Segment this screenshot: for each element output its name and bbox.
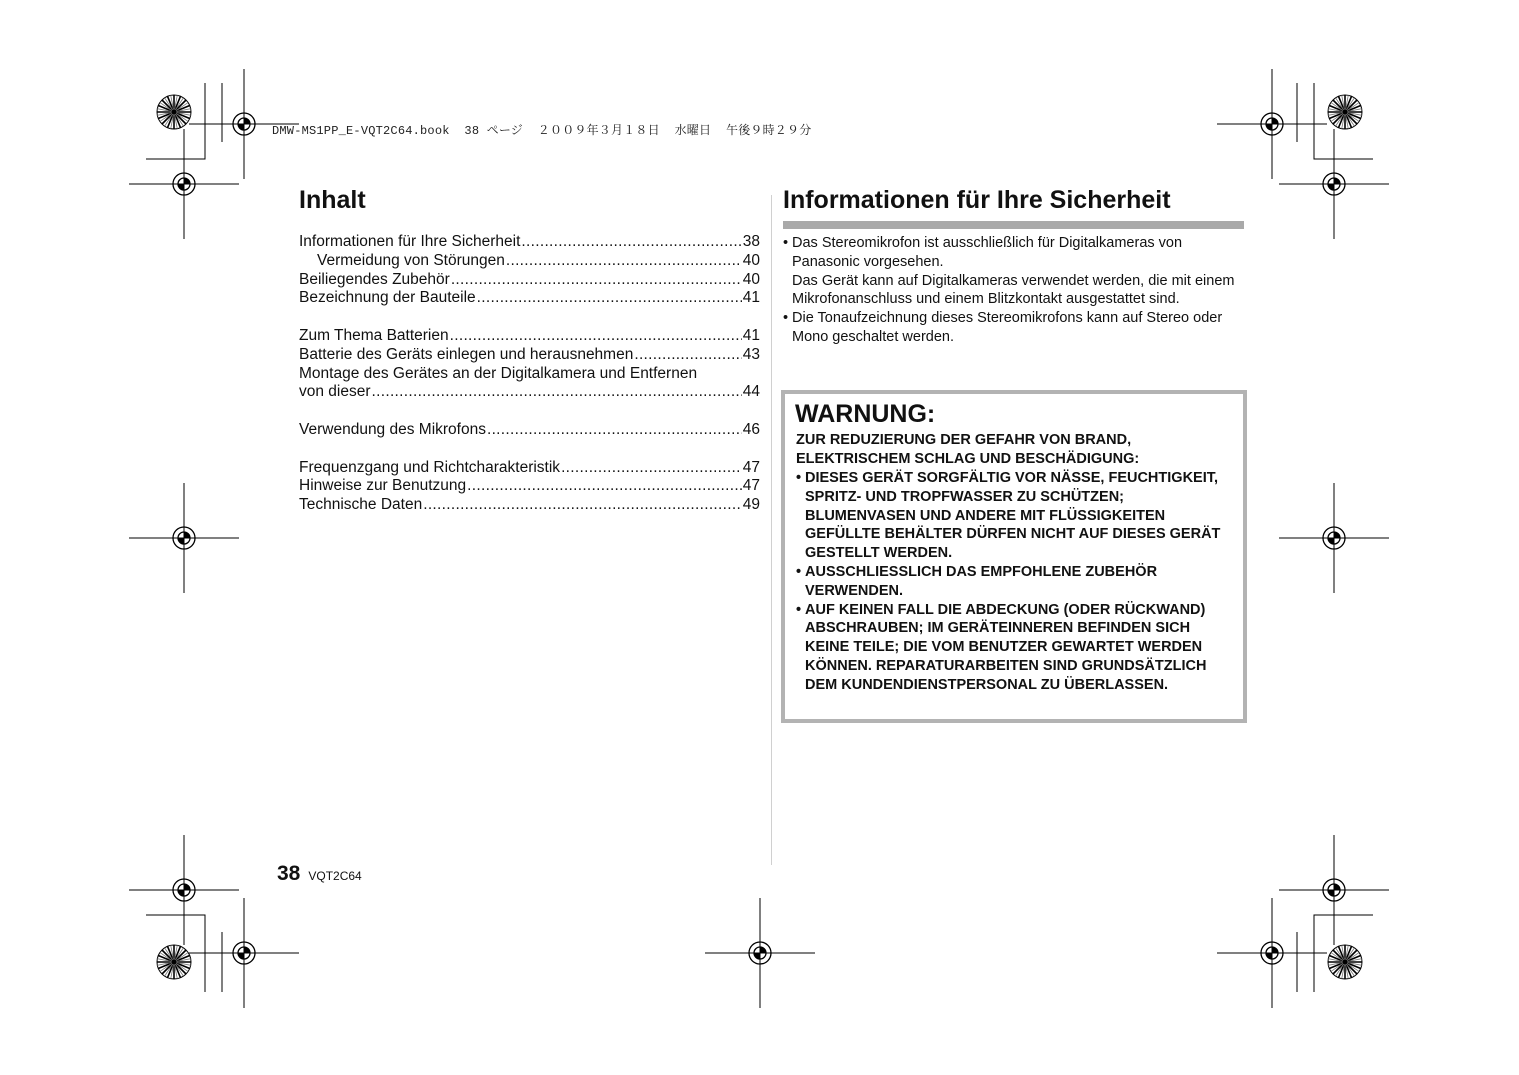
toc-entry[interactable] bbox=[299, 496, 760, 515]
toc-entry-page: 38 bbox=[742, 233, 760, 250]
leader-dots bbox=[450, 327, 742, 346]
leader-dots bbox=[451, 271, 742, 290]
toc-entry-label: Batterie des Geräts einlegen und herausnehmen bbox=[299, 345, 634, 363]
bullet-text-line: Das Stereomikrofon ist ausschließlich für Digitalkameras von Panasonic vorgesehen. bbox=[792, 235, 1183, 270]
bullet-item bbox=[783, 309, 1243, 347]
toc-entry-label: Vermeidung von Störungen bbox=[317, 251, 505, 269]
toc-entry-page: 49 bbox=[742, 496, 760, 514]
bullet-dot: • bbox=[796, 470, 802, 486]
print-slug: DMW-MS1PP_E-VQT2C64.book 38 ページ ２００９年３月１８日 水曜日 午後９時２９分 bbox=[272, 124, 812, 138]
toc-entry-label: Informationen für Ihre Sicherheit bbox=[299, 233, 521, 250]
warning-item bbox=[796, 469, 1236, 563]
leader-dots bbox=[487, 421, 742, 440]
toc-entry[interactable] bbox=[299, 233, 760, 252]
heading-rule bbox=[783, 221, 1244, 229]
toc-group bbox=[299, 233, 760, 308]
toc-entry[interactable] bbox=[299, 271, 760, 290]
toc-group bbox=[299, 421, 760, 440]
toc-entry-page: 46 bbox=[742, 420, 760, 438]
bullet-dot: • bbox=[796, 563, 802, 580]
warning-item-text: AUSSCHLIESSLICH DAS EMPFOHLENE ZUBEHÖR VERWENDEN. bbox=[805, 563, 1158, 599]
toc-entry[interactable] bbox=[299, 252, 760, 271]
warning-item bbox=[796, 601, 1236, 695]
toc-entry[interactable] bbox=[299, 477, 760, 496]
leader-dots bbox=[521, 233, 741, 252]
warning-lead: ZUR REDUZIERUNG DER GEFAHR VON BRAND, ELEKTRISCHEM SCHLAG UND BESCHÄDIGUNG: bbox=[796, 432, 1140, 467]
toc-entry-continuation bbox=[299, 383, 760, 402]
warning-item-text: AUF KEINEN FALL DIE ABDECKUNG (ODER RÜCKWAND) ABSCHRAUBEN; IM GERÄTEINNEREN BEFINDEN SICH KEINE TEILE; DIE VOM BENUTZER GEWARTET WERDEN KÖNNEN. REPARATURARBEITEN SIND GRUNDSÄTZLICH DEM KUNDENDIENSTPERSONAL ZU ÜBERLASSEN. bbox=[805, 601, 1207, 693]
toc-entry-label: Bezeichnung der Bauteile bbox=[299, 289, 476, 307]
toc-title: Inhalt bbox=[299, 186, 366, 214]
toc-entry-page: 40 bbox=[742, 270, 760, 288]
warning-box bbox=[781, 390, 1247, 723]
bullet-item bbox=[783, 234, 1243, 309]
leader-dots bbox=[477, 289, 742, 308]
warning-item-text: DIESES GERÄT SORGFÄLTIG VOR NÄSSE, FEUCHTIGKEIT, SPRITZ- UND TROPFWASSER ZU SCHÜTZEN; BLUMENVASEN UND ANDERE MIT FLÜSSIGKEITEN GEFÜLLTE BEHÄLTER DÜRFEN NICHT AUF DIESES GERÄT GESTELLT WERDEN. bbox=[805, 470, 1221, 562]
toc-group bbox=[299, 459, 760, 515]
toc-entry-page: 47 bbox=[742, 477, 760, 495]
document-code: VQT2C64 bbox=[308, 869, 362, 883]
toc-entry-page: 41 bbox=[742, 326, 760, 344]
toc-entry[interactable] bbox=[299, 327, 760, 346]
toc-entry-label: Verwendung des Mikrofons bbox=[299, 420, 486, 438]
leader-dots bbox=[467, 477, 742, 496]
toc-entry-label: Zum Thema Batterien bbox=[299, 326, 449, 344]
toc-entry-label: Beiliegendes Zubehör bbox=[299, 270, 450, 288]
leader-dots bbox=[506, 252, 742, 271]
column-divider bbox=[771, 195, 772, 865]
warning-list bbox=[796, 469, 1236, 695]
toc-entry-page: 43 bbox=[742, 345, 760, 363]
toc-entry-page: 47 bbox=[742, 458, 760, 476]
toc-entry-label: Montage des Gerätes an der Digitalkamera und Entfernen bbox=[299, 364, 698, 382]
safety-bullets bbox=[783, 234, 1243, 347]
leader-dots bbox=[372, 383, 742, 402]
toc-entry-label: Hinweise zur Benutzung bbox=[299, 477, 467, 495]
toc-entry-page: 40 bbox=[742, 251, 760, 269]
safety-title: Informationen für Ihre Sicherheit bbox=[783, 186, 1171, 214]
page-number: 38 bbox=[277, 862, 301, 885]
leader-dots bbox=[634, 346, 741, 365]
toc-entry-page: 44 bbox=[742, 383, 760, 401]
toc-entry-label: Technische Daten bbox=[299, 496, 423, 514]
bullet-dot: • bbox=[783, 310, 789, 327]
leader-dots bbox=[561, 459, 742, 478]
toc-entry[interactable] bbox=[299, 346, 760, 365]
page-footer bbox=[277, 862, 362, 886]
bullet-text-line: Das Gerät kann auf Digitalkameras verwendet werden, die mit einem Mikrofonanschluss und einem Blitzkontakt ausgestattet sind. bbox=[792, 272, 1235, 308]
toc-entry[interactable] bbox=[299, 289, 760, 308]
bullet-text bbox=[792, 234, 1243, 309]
table-of-contents bbox=[299, 233, 760, 534]
toc-entry[interactable] bbox=[299, 459, 760, 478]
bullet-text: Die Tonaufzeichnung dieses Stereomikrofons kann auf Stereo oder Mono geschaltet werden. bbox=[792, 310, 1223, 345]
warning-title: WARNUNG: bbox=[795, 400, 936, 428]
toc-entry[interactable] bbox=[299, 421, 760, 440]
bullet-dot: • bbox=[796, 601, 802, 618]
toc-entry-label: Frequenzgang und Richtcharakteristik bbox=[299, 458, 561, 476]
bullet-dot: • bbox=[783, 235, 789, 251]
warning-item bbox=[796, 563, 1236, 601]
toc-group bbox=[299, 327, 760, 402]
toc-entry[interactable] bbox=[299, 365, 760, 403]
toc-entry-page: 41 bbox=[742, 289, 760, 307]
toc-entry-label: von dieser bbox=[299, 383, 371, 401]
leader-dots bbox=[423, 496, 742, 515]
